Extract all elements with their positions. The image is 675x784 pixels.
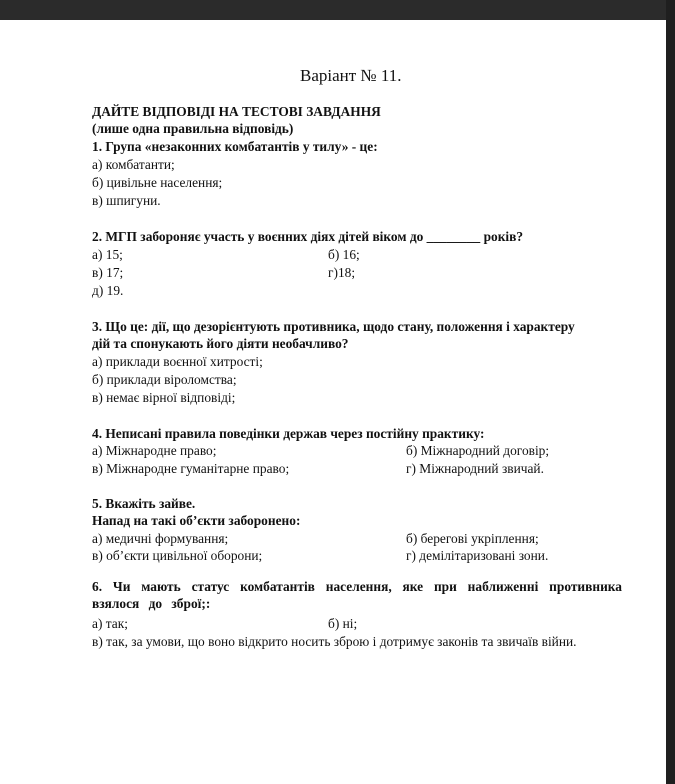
question-4: 4. Неписані правила поведінки держав через постійну практику: <box>92 426 485 441</box>
question-6: 6. Чи мають статус комбатантів населення, яке при наближенні противника взялося до зброї;: <box>92 579 622 611</box>
q4-answer-b: б) Міжнародний договір; <box>406 443 550 458</box>
q5-answer-a: а) медичні формування; <box>92 531 229 546</box>
q2-answer-e: д) 19. <box>92 283 124 298</box>
q6-answer-a: а) так; <box>92 616 128 631</box>
q3-answer-c: в) немає вірної відповіді; <box>92 390 236 405</box>
heading: ДАЙТЕ ВІДПОВІДІ НА ТЕСТОВІ ЗАВДАННЯ <box>92 104 381 119</box>
window-right-frame <box>666 0 675 784</box>
variant-title: Варіант № 11. <box>300 66 402 85</box>
q6-answer-b: б) ні; <box>328 616 358 631</box>
q5-answer-d: г) демілітаризовані зони. <box>406 548 549 563</box>
q5-answer-c: в) об’єкти цивільної оборони; <box>92 548 263 563</box>
question-5-sub: Напад на такі об’єкти заборонено: <box>92 513 301 528</box>
q4-answer-c: в) Міжнародне гуманітарне право; <box>92 461 290 476</box>
q3-answer-a: а) приклади воєнної хитрості; <box>92 354 263 369</box>
q6-answer-c: в) так, за умови, що воно відкрито носить зброю і дотримує законів та звичаїв війни. <box>92 634 577 649</box>
q1-answer-c: в) шпигуни. <box>92 193 161 208</box>
question-1: 1. Група «незаконних комбатантів у тилу» - це: <box>92 139 378 154</box>
question-3-line-1: 3. Що це: дії, що дезорієнтують противника, щодо стану, положення і характеру <box>92 319 575 334</box>
window-top-frame <box>0 0 675 20</box>
question-3-line-2: дій та спонукають його діяти необачливо? <box>92 336 349 351</box>
q2-answer-b: б) 16; <box>328 247 360 262</box>
q1-answer-a: а) комбатанти; <box>92 157 175 172</box>
q2-answer-a: а) 15; <box>92 247 123 262</box>
q2-answer-d: г)18; <box>328 265 356 280</box>
q2-answer-c: в) 17; <box>92 265 124 280</box>
q5-answer-b: б) берегові укріплення; <box>406 531 539 546</box>
subheading: (лише одна правильна відповідь) <box>92 121 294 136</box>
q4-answer-a: а) Міжнародне право; <box>92 443 217 458</box>
q1-answer-b: б) цивільне населення; <box>92 175 223 190</box>
q3-answer-b: б) приклади віроломства; <box>92 372 237 387</box>
question-5: 5. Вкажіть зайве. <box>92 496 196 511</box>
question-2: 2. МГП забороняє участь у воєнних діях дітей віком до ________ років? <box>92 229 524 244</box>
q4-answer-d: г) Міжнародний звичай. <box>406 461 544 476</box>
